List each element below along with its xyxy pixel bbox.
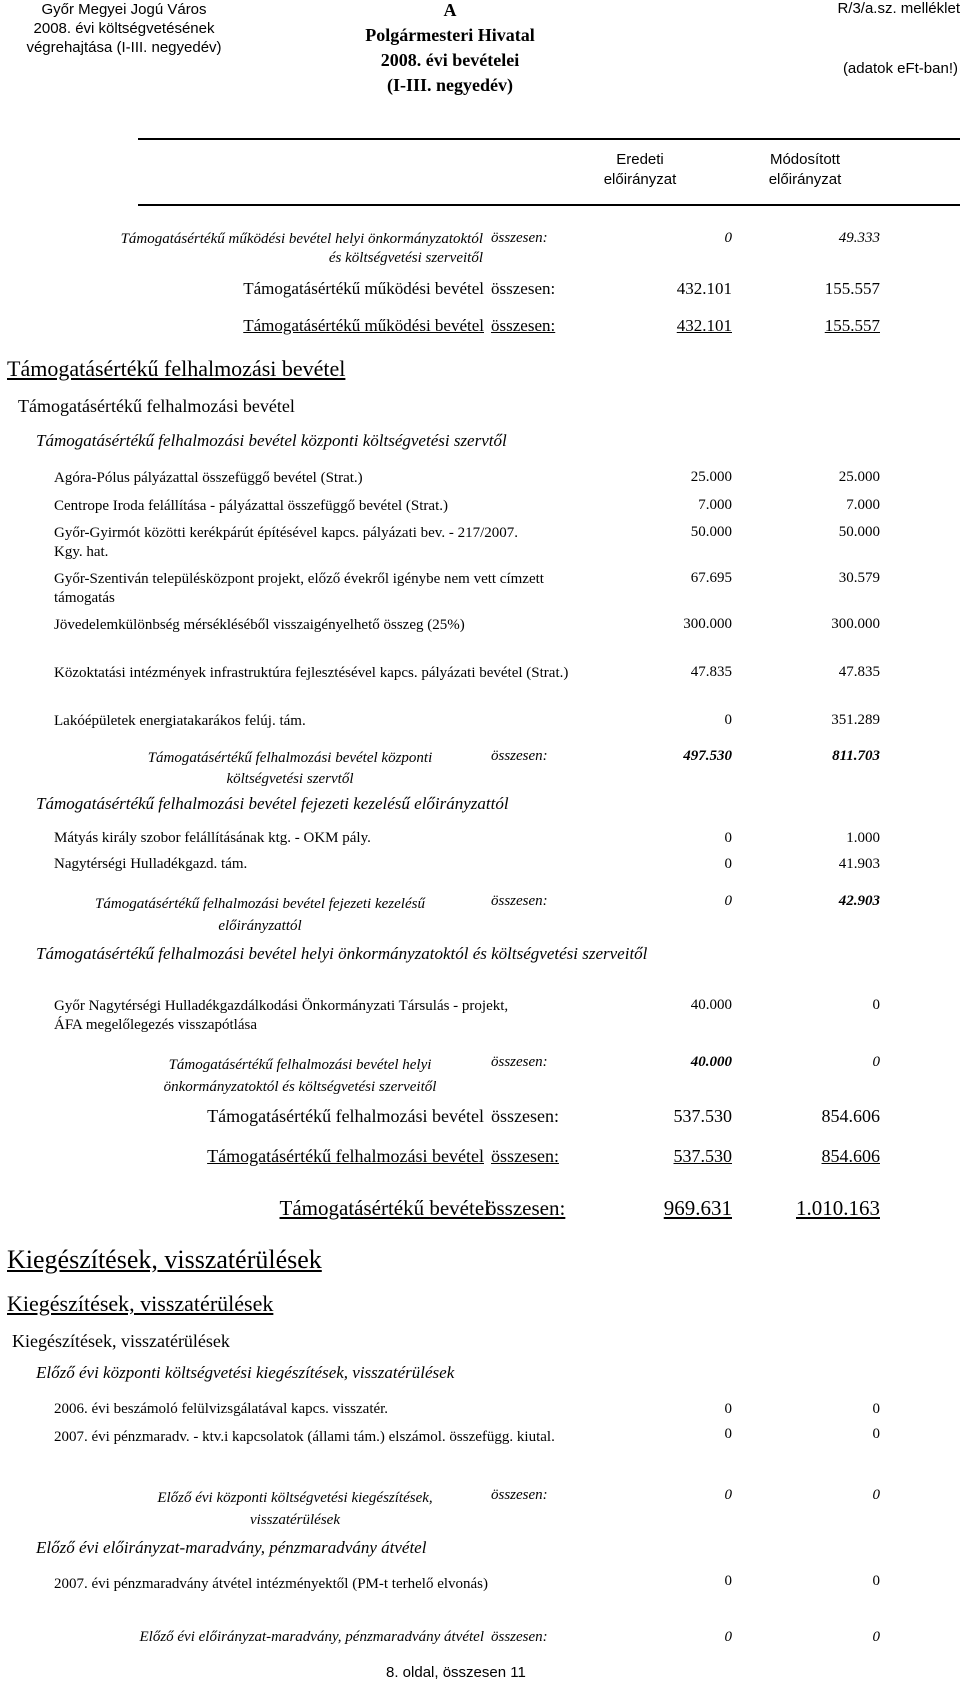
mod-value: 25.000 bbox=[838, 469, 880, 485]
subtotal-tag: összesen: bbox=[491, 316, 556, 335]
item-label: Nagytérségi Hulladékgazd. tám. bbox=[54, 856, 248, 872]
subgroup-heading: Előző évi előirányzat-maradvány, pénzmaradvány átvétel bbox=[36, 1538, 427, 1557]
subtotal-label-l1: Támogatásértékű felhalmozási bevétel központi bbox=[147, 750, 433, 766]
header-left bbox=[8, 0, 240, 57]
item-label: Győr Nagytérségi Hulladékgazdálkodási Önkormányzati Társulás - projekt, ÁFA megelőlegezés visszapótlása bbox=[54, 998, 509, 1033]
mod-value: 1.010.163 bbox=[796, 1196, 880, 1220]
orig-value: 0 bbox=[724, 230, 732, 246]
item-label: Mátyás király szobor felállításának ktg. - OKM pály. bbox=[54, 830, 371, 846]
subtotal-label: Támogatásértékű működési bevétel bbox=[243, 279, 484, 298]
mod-value: 811.703 bbox=[832, 748, 880, 764]
orig-value: 40.000 bbox=[690, 1054, 732, 1070]
subtotal-tag: összesen: bbox=[491, 230, 548, 246]
mod-value: 49.333 bbox=[838, 230, 880, 246]
orig-value: 432.101 bbox=[676, 316, 732, 335]
header-rule bbox=[138, 138, 960, 140]
orig-value: 0 bbox=[724, 712, 732, 728]
mod-value: 0 bbox=[872, 1487, 880, 1503]
subtotal-tag: összesen: bbox=[491, 1106, 559, 1126]
mod-value: 41.903 bbox=[838, 856, 880, 872]
header-left-line2: 2008. évi költségvetésének bbox=[33, 20, 215, 37]
mod-value: 42.903 bbox=[838, 893, 880, 909]
mod-value: 351.289 bbox=[831, 712, 880, 728]
header-center-line2: Polgármesteri Hivatal bbox=[365, 25, 535, 45]
item-label: Győr-Gyirmót közötti kerékpárút építésével kapcs. pályázati bev. - 217/2007. Kgy. hat. bbox=[54, 525, 518, 560]
grand-total-tag: összesen: bbox=[486, 1196, 566, 1220]
subgroup-heading: Előző évi központi költségvetési kiegészítések, visszatérülések bbox=[36, 1363, 455, 1382]
section-heading: Kiegészítések, visszatérülések bbox=[7, 1291, 274, 1316]
subtotal-tag: összesen: bbox=[491, 893, 548, 909]
orig-value: 969.631 bbox=[663, 1196, 732, 1220]
header-center-line3: 2008. évi bevételei bbox=[380, 50, 520, 70]
subgroup-heading: Támogatásértékű felhalmozási bevétel helyi önkormányzatoktól és költségvetési szerveitől bbox=[36, 944, 648, 963]
orig-value: 47.835 bbox=[690, 664, 732, 680]
item-label: 2007. évi pénzmaradvány átvétel intézményektől (PM-t terhelő elvonás) bbox=[54, 1576, 489, 1592]
col-modified-header bbox=[745, 150, 865, 190]
mod-value: 7.000 bbox=[846, 497, 880, 513]
orig-value: 0 bbox=[724, 1573, 732, 1589]
col-original-header bbox=[585, 150, 695, 190]
header-center-line4: (I-III. negyedév) bbox=[387, 75, 513, 95]
mod-value: 0 bbox=[872, 1401, 880, 1417]
subgroup-heading: Támogatásértékű felhalmozási bevétel központi költségvetési szervtől bbox=[36, 431, 507, 450]
orig-value: 432.101 bbox=[676, 279, 732, 298]
header-left-line3: végrehajtása (I-III. negyedév) bbox=[26, 39, 222, 56]
subtotal-label-l2: önkormányzatoktól és költségvetési szerveitől bbox=[163, 1079, 437, 1095]
subtotal-tag: összesen: bbox=[491, 1487, 548, 1503]
subtotal-label-l2: költségvetési szervtől bbox=[226, 771, 354, 787]
mod-value: 0 bbox=[872, 1054, 880, 1070]
section-heading: Támogatásértékű felhalmozási bevétel bbox=[7, 356, 346, 381]
mod-value: 50.000 bbox=[838, 524, 880, 540]
orig-value: 25.000 bbox=[690, 469, 732, 485]
subgroup-heading: Támogatásértékű felhalmozási bevétel fejezeti kezelésű előirányzattól bbox=[36, 794, 509, 813]
item-label: 2006. évi beszámoló felülvizsgálatával kapcs. visszatér. bbox=[54, 1401, 389, 1417]
mod-value: 854.606 bbox=[821, 1146, 880, 1166]
orig-value: 537.530 bbox=[673, 1146, 732, 1166]
orig-value: 0 bbox=[724, 830, 732, 846]
orig-value: 7.000 bbox=[698, 497, 732, 513]
orig-value: 300.000 bbox=[683, 616, 732, 632]
mod-value: 0 bbox=[872, 997, 880, 1013]
subtotal-label: Előző évi előirányzat-maradvány, pénzmaradvány átvétel bbox=[139, 1629, 484, 1645]
mod-value: 0 bbox=[872, 1426, 880, 1442]
subtotal-tag: összesen: bbox=[491, 279, 556, 298]
subtotal-label-l1: Támogatásértékű felhalmozási bevétel helyi bbox=[168, 1057, 432, 1073]
subtotal-label bbox=[100, 1487, 490, 1531]
col-original-l1: Eredeti bbox=[616, 151, 664, 168]
subtotal-label-l1: Előző évi központi költségvetési kiegészítések, bbox=[157, 1490, 433, 1506]
section-heading: Kiegészítések, visszatérülések bbox=[7, 1245, 322, 1274]
mod-value: 155.557 bbox=[824, 316, 880, 335]
subtotal-label: Támogatásértékű felhalmozási bevétel bbox=[207, 1146, 484, 1166]
item-label: Győr-Szentiván településközpont projekt, előző évekről igénybe nem vett címzett támogatás bbox=[54, 571, 544, 606]
mod-value: 1.000 bbox=[846, 830, 880, 846]
subtotal-tag: összesen: bbox=[491, 1146, 559, 1166]
column-header-rule bbox=[138, 204, 960, 206]
item-label: Agóra-Pólus pályázattal összefüggő bevétel (Strat.) bbox=[54, 470, 363, 486]
mod-value: 0 bbox=[872, 1629, 880, 1645]
orig-value: 497.530 bbox=[683, 748, 732, 764]
subtotal-label-l2: visszatérülések bbox=[250, 1512, 340, 1528]
orig-value: 67.695 bbox=[690, 570, 732, 586]
page-number: 8. oldal, összesen 11 bbox=[386, 1664, 526, 1681]
orig-value: 0 bbox=[724, 1629, 732, 1645]
header-center bbox=[300, 0, 600, 98]
orig-value: 0 bbox=[724, 856, 732, 872]
item-label: Lakóépületek energiatakarákos felúj. tám. bbox=[54, 713, 306, 729]
subtotal-label: Támogatásértékű felhalmozási bevétel bbox=[207, 1106, 484, 1126]
mod-value: 30.579 bbox=[838, 570, 880, 586]
subtotal-label bbox=[90, 748, 490, 790]
subtotal-tag: összesen: bbox=[491, 748, 548, 764]
subtotal-label-l1: Támogatásértékű felhalmozási bevétel fejezeti kezelésű bbox=[95, 896, 425, 912]
mod-value: 155.557 bbox=[824, 279, 880, 298]
orig-value: 0 bbox=[724, 893, 732, 909]
mod-value: 47.835 bbox=[838, 664, 880, 680]
item-label: 2007. évi pénzmaradv. - ktv.i kapcsolatok (állami tám.) elszámol. összefügg. kiutal. bbox=[54, 1429, 555, 1445]
col-original-l2: előirányzat bbox=[603, 171, 677, 188]
orig-value: 50.000 bbox=[690, 524, 732, 540]
header-right-unit: (adatok eFt-ban!) bbox=[842, 60, 958, 77]
grand-total-label: Támogatásértékű bevétel bbox=[279, 1196, 490, 1220]
subtotal-label: Támogatásértékű működési bevétel helyi önkormányzatoktól és költségvetési szerveitől bbox=[120, 231, 483, 266]
header-right-title: R/3/a.sz. melléklet bbox=[837, 0, 960, 17]
group-heading: Kiegészítések, visszatérülések bbox=[12, 1331, 230, 1351]
mod-value: 300.000 bbox=[831, 616, 880, 632]
col-modified-l1: Módosított bbox=[769, 151, 841, 168]
orig-value: 0 bbox=[724, 1401, 732, 1417]
col-modified-l2: előirányzat bbox=[768, 171, 842, 188]
orig-value: 40.000 bbox=[690, 997, 732, 1013]
subtotal-label bbox=[30, 893, 490, 937]
orig-value: 537.530 bbox=[673, 1106, 732, 1126]
subtotal-tag: összesen: bbox=[491, 1054, 548, 1070]
mod-value: 854.606 bbox=[821, 1106, 880, 1126]
item-label: Közoktatási intézmények infrastruktúra fejlesztésével kapcs. pályázati bevétel (Strat.) bbox=[54, 665, 569, 681]
orig-value: 0 bbox=[724, 1426, 732, 1442]
orig-value: 0 bbox=[724, 1487, 732, 1503]
header-left-line1: Győr Megyei Jogú Város bbox=[41, 1, 207, 18]
item-label: Centrope Iroda felállítása - pályázattal összefüggő bevétel (Strat.) bbox=[54, 498, 448, 514]
header-center-line1: A bbox=[443, 0, 457, 20]
subtotal-tag: összesen: bbox=[491, 1629, 548, 1645]
subtotal-label: Támogatásértékű működési bevétel bbox=[243, 316, 484, 335]
item-label: Jövedelemkülönbség mérsékléséből visszaigényelhető összeg (25%) bbox=[54, 617, 465, 633]
mod-value: 0 bbox=[872, 1573, 880, 1589]
subtotal-label bbox=[110, 1054, 490, 1098]
subtotal-label-l2: előirányzattól bbox=[218, 918, 302, 934]
group-heading: Támogatásértékű felhalmozási bevétel bbox=[18, 396, 295, 416]
